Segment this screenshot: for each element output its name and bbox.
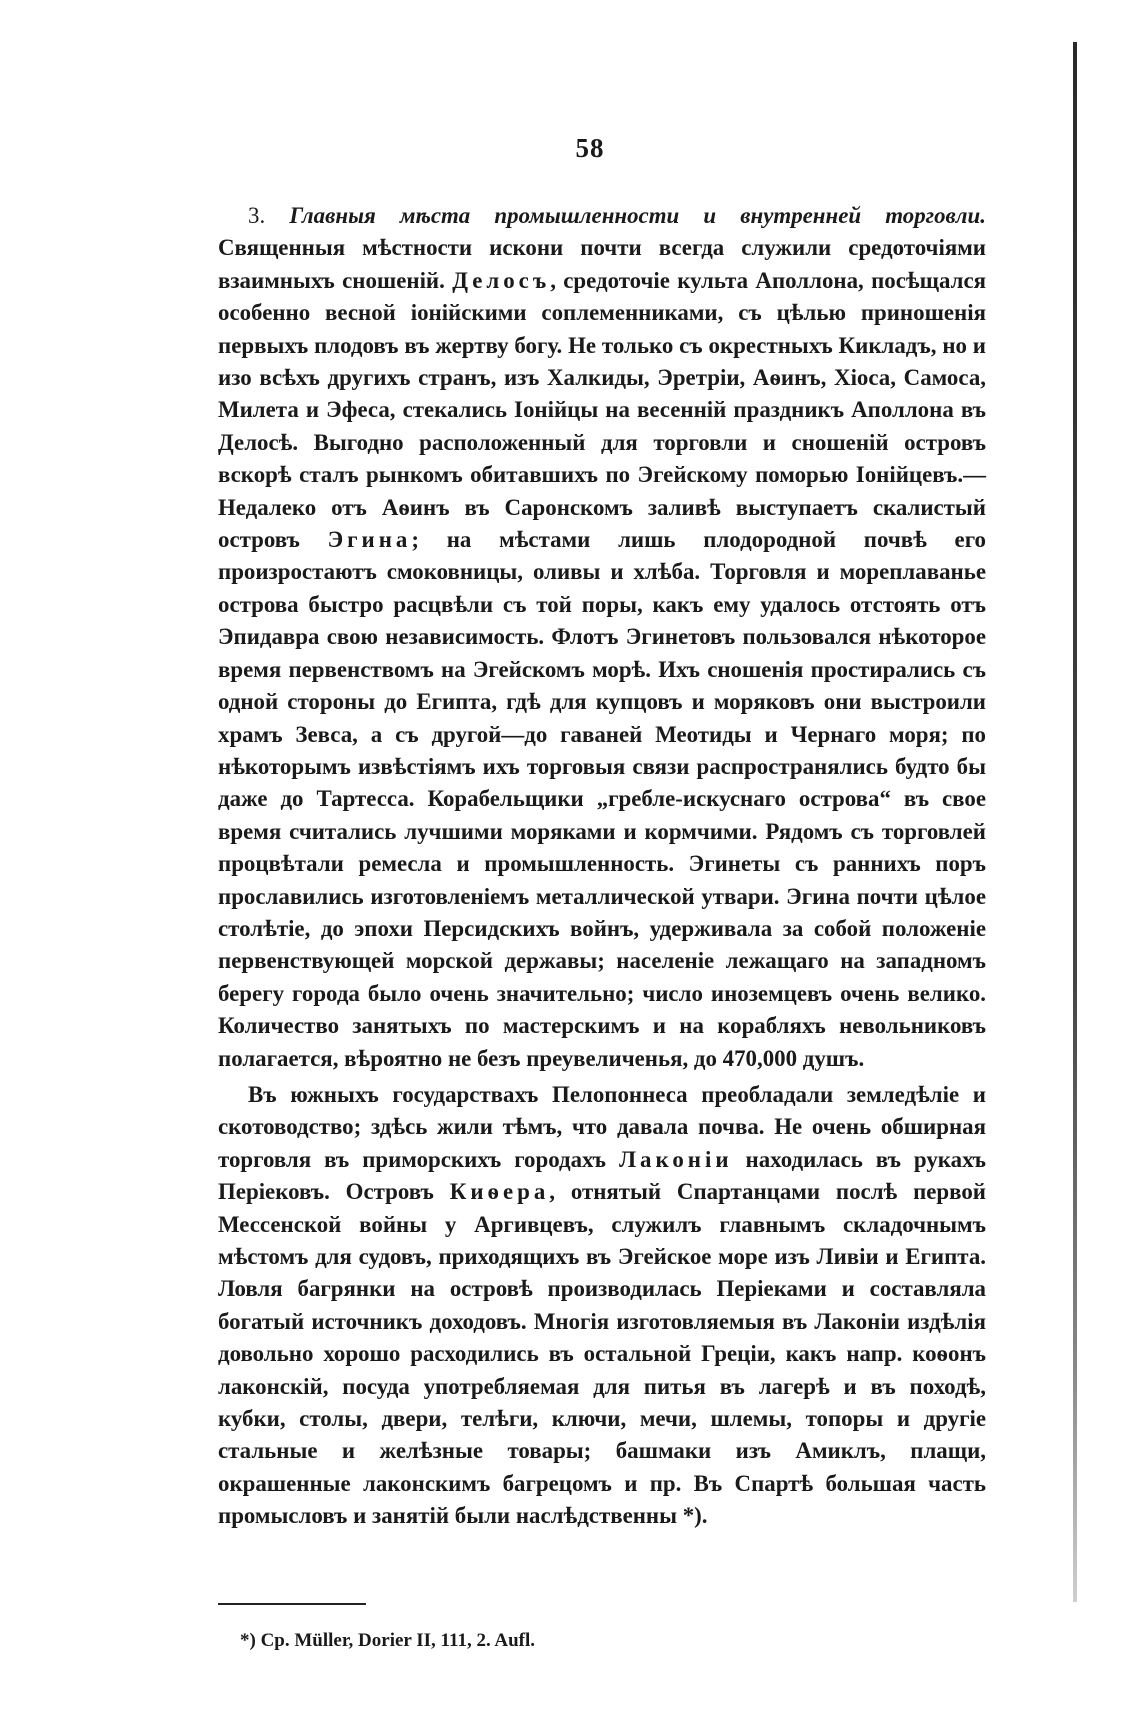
paragraph-2-text-c: , отнятый Спартанцами послѣ первой Мессенской войны у Аргивцевъ, служилъ главнымъ складочнымъ мѣстомъ для судовъ, приходящихъ въ Эгейское море изъ Ливіи и Египта. Ловля багрянки на островѣ производилась Періеками и составляла богатый источникъ доходовъ. Многія изготовляемыя въ Лаконіи издѣлія довольно хорошо расходились въ остальной Греціи, какъ напр. коѳонъ лаконскій, посуда употребляемая для питья въ лагерѣ и въ походѣ, кубки, столы, двери, телѣги, ключи, мечи, шлемы, топоры и другіе стальные и желѣзные товары; башмаки изъ Амиклъ, плащи, окрашенные лаконскимъ багрецомъ и пр. Въ Спартѣ большая часть промысловъ и занятій были наслѣдственны xyxy=(218,1179,986,1529)
footnote: *) Cp. Müller, Dorier II, 111, 2. Aufl. xyxy=(240,1630,536,1651)
section-number: 3. xyxy=(248,203,266,228)
footnote-reference[interactable]: * xyxy=(682,1503,695,1529)
spaced-term-egina: Эгина xyxy=(327,527,412,553)
footnote-separator xyxy=(218,1603,366,1605)
spaced-term-lakonia: Лаконіи xyxy=(618,1146,733,1172)
paragraph-2-end: ). xyxy=(694,1503,708,1529)
section-heading: Главныя мѣста промышленности и внутренней торговли. xyxy=(289,203,986,228)
paragraph-1-text-a: Священныя мѣстности искони почти всегда служили средоточіями взаимныхъ сношеній. xyxy=(218,235,986,293)
paragraph-2 xyxy=(218,1079,986,1533)
body-text xyxy=(218,200,986,1533)
paragraph-1 xyxy=(218,200,986,1075)
page-number: 58 xyxy=(575,133,605,163)
paragraph-1-text-c: ; на мѣстами лишь плодородной почвѣ его произростаютъ смоковницы, оливы и хлѣба. Торговля и мореплаванье острова быстро расцвѣли съ той поры, какъ ему удалось отстоять отъ Эпидавра свою независимость. Флотъ Эгинетовъ пользовался нѣкоторое время первенствомъ на Эгейскомъ морѣ. Ихъ сношенія простирались съ одной стороны до Египта, гдѣ для купцовъ и моряковъ они выстроили храмъ Зевса, а съ другой—до гаваней Меотиды и Чернаго моря; по нѣкоторымъ извѣстіямъ ихъ торговыя связи распространялись будто бы даже до Тартесса. Корабельщики „гребле-искуснаго острова“ въ свое время считались лучшими моряками и кормчими. Рядомъ съ торговлей процвѣтали ремесла и промышленность. Эгинеты съ раннихъ поръ прославились изготовленіемъ металлической утвари. Эгина почти цѣлое столѣтіе, до эпохи Персидскихъ войнъ, удерживала за собой положеніе первенствующей морской державы; населеніе лежащаго на западномъ берегу города было очень значительно; число иноземцевъ очень велико. Количество занятыхъ по мастерскимъ и на корабляхъ невольниковъ полагается, вѣроятно не безъ преувеличенья, до 470,000 душъ. xyxy=(218,527,986,1071)
spaced-term-kythera: Киѳера xyxy=(449,1179,550,1205)
paragraph-2-text-a: Въ южныхъ государствахъ Пелопоннеса преобладали земледѣліе и скотоводство; здѣсь жили тѣмъ, что давала почва. Не очень обширная торговля въ приморскихъ городахъ xyxy=(218,1081,986,1172)
spaced-term-delos: Делосъ xyxy=(452,267,551,293)
paragraph-1-text-b: , средоточіе культа Аполлона, посѣщался особенно весной іонійскими соплеменниками, съ цѣлью приношенія первыхъ плодовъ въ жертву богу. Не только съ окрестныхъ Кикладъ, но и изо всѣхъ другихъ странъ, изъ Халкиды, Эретріи, Аѳинъ, Хіоса, Самоса, Милета и Эфеса, стекались Іонійцы на весенній праздникъ Аполлона въ Делосѣ. Выгодно расположенный для торговли и сношеній островъ вскорѣ сталъ рынкомъ обитавшихъ по Эгейскому поморью Іонійцевъ.—Недалеко отъ Аѳинъ въ Саронскомъ заливѣ выступаетъ скалистый островъ xyxy=(218,267,986,553)
paragraph-2-text-b: находилась въ рукахъ Періековъ. Островъ xyxy=(218,1146,986,1205)
scan-binding-edge xyxy=(1073,42,1077,1602)
